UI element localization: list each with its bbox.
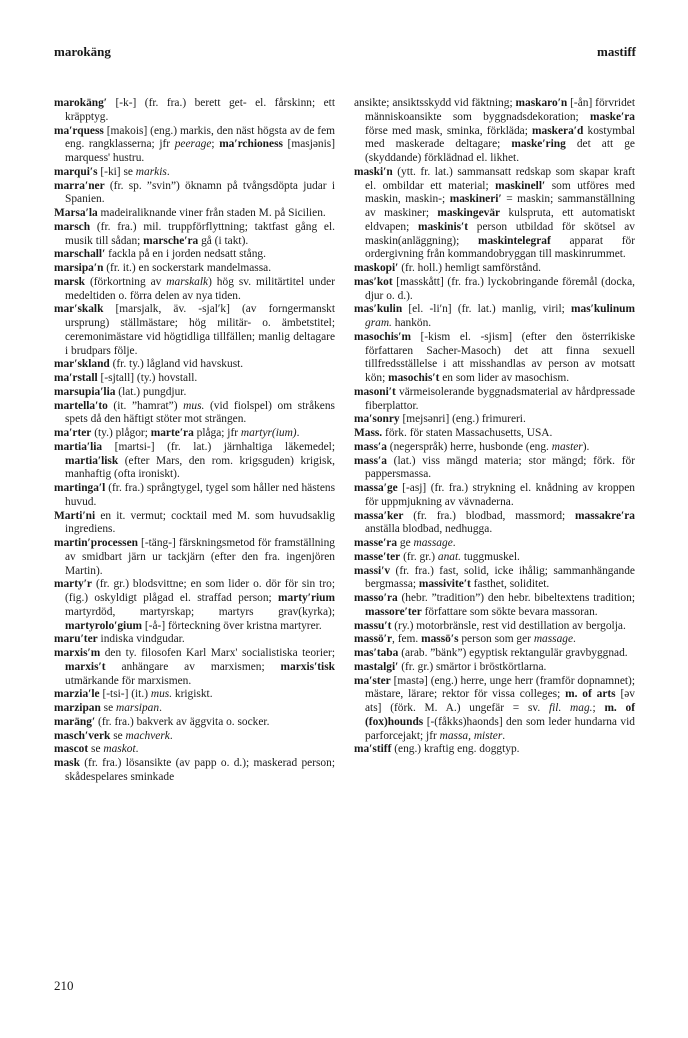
headword: marty′r <box>54 578 92 591</box>
headword: massö′r <box>354 633 393 646</box>
headword: masch′verk <box>54 729 111 742</box>
headword: marxis′t <box>65 660 106 673</box>
italic-term: massage <box>533 633 574 646</box>
left-column <box>54 97 335 785</box>
dictionary-entry: ma′rstall [-sjtall] (ty.) hovstall. <box>54 372 198 384</box>
dictionary-entry: maräng′ (fr. fra.) bakverk av äggvita o. socker. <box>54 715 270 728</box>
dictionary-entry: maskopi′ (fr. holl.) hemligt samförstånd. <box>354 262 542 274</box>
dictionary-entry: marzia′le [-tsi-] (it.) mus. krigiskt. <box>54 688 213 701</box>
headword: maräng′ <box>54 715 96 728</box>
headword: marqui′s <box>54 165 98 178</box>
right-column <box>354 97 635 757</box>
headword: marxis′tisk <box>280 660 335 673</box>
headword: marsch <box>54 220 91 233</box>
dictionary-entry: masochis′m [-kism el. -sjism] (efter den österrikiske författaren Sacher-Masoch) det att finna sexuell tillfredsställelse i att misshandlas av person av motsatt kön; masochis′t en som lider av masochism. <box>354 330 635 384</box>
dictionary-entry: martia′lia [martsi-] (fr. lat.) järnhaltiga läkemedel; martia′lisk (efter Mars, den rom. krigsguden) krigisk, manhaftig (ofta ironiskt). <box>54 440 335 481</box>
dictionary-entry: ma′rter (ty.) plågor; marte′ra plåga; jfr martyr(ium). <box>54 427 300 439</box>
headword: marsche′ra <box>143 234 199 247</box>
headword: mas′kulin <box>354 303 403 316</box>
headword: maske′ra <box>590 110 635 123</box>
italic-term: master <box>551 440 583 453</box>
dictionary-entry: marzipan se marsipan. <box>54 702 162 714</box>
headword: ma′rquess <box>54 124 104 137</box>
headword: martinga′l <box>54 482 106 494</box>
headword: ma′rstall <box>54 372 98 384</box>
headword: martella′to <box>54 399 108 412</box>
italic-term: machverk <box>125 729 170 742</box>
headword: marsupia′lia <box>54 385 116 398</box>
dictionary-entry: masch′verk se machverk. <box>54 729 173 742</box>
dictionary-entry: ansikte; ansiktsskydd vid fäktning; maskaro′n [-ån] förvridet människoansikte som byggnadsdekoration; maske′ra förse med mask, sminka, förkläda; maskera′d kostymbal med maskerade deltagare; maske′ring det att ge (skyddande) förklädnad el. likhet. <box>354 97 635 164</box>
dictionary-entry: marsipa′n (fr. it.) en sockerstark mandelmassa. <box>54 262 272 274</box>
italic-term: gram. <box>365 317 392 329</box>
headword: marxis′m <box>54 647 101 659</box>
italic-term: markis <box>135 165 167 178</box>
dictionary-entry: maru′ter indiska vindgudar. <box>54 633 185 646</box>
dictionary-entry: maski′n (ytt. fr. lat.) sammansatt redskap som skapar kraft el. ombildar ett material; maskinell′ som utföres med maskin, maskin-; maskineri′ = maskin; sammanställning av maskiner; maskingevär kulspruta, ett automatiskt eldvapen; maskinis′t person utbildad för skötsel av maskin(anläggning); maskintelegraf apparat för ordergivning från kommandobryggan till maskinrummet. <box>354 165 635 261</box>
dictionary-entry: masse′ter (fr. gr.) anat. tuggmuskel. <box>354 550 520 563</box>
headword: maskera′d <box>532 124 584 137</box>
dictionary-entry: ma′rquess [makois] (eng.) markis, den näst högsta av de fem eng. rangklasserna; jfr peerage; ma′rchioness [masjənis] marquess' hustru. <box>54 124 336 164</box>
italic-term: peerage <box>174 138 212 151</box>
italic-term: massage <box>413 537 453 549</box>
headword: ma′ster <box>354 674 391 687</box>
headword: maskintelegraf <box>478 234 551 247</box>
headword: massö′s <box>421 633 459 646</box>
running-head-left: marokäng <box>54 44 111 59</box>
headword: mas′kot <box>354 275 393 288</box>
headword: ma′stiff <box>354 743 392 756</box>
dictionary-entry: ma′sonry [mejsənri] (eng.) frimureri. <box>354 413 526 426</box>
dictionary-entry: mas′kot [masskått] (fr. fra.) lyckobringande föremål (docka, djur o. d.). <box>354 275 635 302</box>
headword: marokäng′ <box>54 97 107 109</box>
headword: martin′processen <box>54 537 138 549</box>
headword: mas′kulinum <box>571 303 635 316</box>
dictionary-entry: mass′a (negerspråk) herre, husbonde (eng. master). <box>354 440 590 453</box>
headword: m. of arts <box>565 688 616 701</box>
headword: marzia′le <box>54 688 100 701</box>
dictionary-entry: massu′t (ry.) motorbränsle, rest vid destillation av bergolja. <box>354 619 626 632</box>
headword: m. of (fox)hounds <box>365 702 636 728</box>
headword: ma′sonry <box>354 413 400 426</box>
headword: ma′rchioness <box>219 138 283 151</box>
headword: masse′ter <box>354 550 401 563</box>
dictionary-entry: marra′ner (fr. sp. ”svin”) öknamn på tvångsdöpta judar i Spanien. <box>54 179 335 206</box>
dictionary-entry: martin′processen [-täng-] färskningsmetod för framställning av smidbart järn ur tackjärn (efter den fra. ingenjören Martin). <box>54 537 335 577</box>
headword: masse′ra <box>354 537 398 549</box>
headword: masoni′t <box>354 385 396 398</box>
headword: maske′ring <box>511 138 566 151</box>
dictionary-entry: mastalgi′ (fr. gr.) smärtor i bröstkörtlarna. <box>354 660 547 673</box>
dictionary-entry: Marti′ni en it. vermut; cocktail med M. som huvudsaklig ingrediens. <box>54 509 335 536</box>
dictionary-entry: Marsa′la madeiraliknande viner från staden M. på Sicilien. <box>54 207 326 219</box>
headword: massu′t <box>354 619 392 632</box>
headword: marra′ner <box>54 179 105 192</box>
headword: massa′ge <box>354 482 398 494</box>
dictionary-entry: marokäng′ [-k-] (fr. fra.) berett get- el. fårskinn; ett kräpptyg. <box>54 97 335 123</box>
italic-term: anat. <box>437 550 461 563</box>
headword: mar′skland <box>54 358 110 371</box>
headword: maski′n <box>354 165 393 178</box>
headword: massi′v <box>354 564 391 577</box>
headword: massivite′t <box>418 578 471 591</box>
dictionary-entry: Mass. förk. för staten Massachusetts, USA. <box>354 427 553 439</box>
running-head-right: mastiff <box>597 44 636 59</box>
dictionary-entry: masso′ra (hebr. ”tradition”) den hebr. bibeltextens tradition; massore′ter författare som sökte bevara massoran. <box>354 592 635 618</box>
headword: martia′lia <box>54 440 103 453</box>
headword: masochis′t <box>388 372 440 384</box>
dictionary-entry: massi′v (fr. fra.) fast, solid, icke ihålig; sammanhängande bergmassa; massivite′t fasthet, soliditet. <box>354 564 635 591</box>
italic-term: marskalk <box>166 275 209 288</box>
dictionary-entry: mask (fr. fra.) lösansikte (av papp o. d.); maskerad person; skådespelares sminkade <box>54 757 335 783</box>
dictionary-entry: martella′to (it. ”hamrat”) mus. (vid fiolspel) om stråkens spets då den häftigt stöter mot strängen. <box>54 399 335 426</box>
headword: mas′taba <box>354 647 399 659</box>
headword: mascot <box>54 743 89 756</box>
headword: massakre′ra <box>575 509 635 522</box>
dictionary-entry: ma′ster [mastə] (eng.) herre, unge herr (framför dopnamnet); mästare, lärare; rektor för vissa colleges; m. of arts [əv ats] (förk. M. A.) ungefär = sv. fil. mag.; m. of (fox)hounds [-(fåkks)haonds] den som leder hundarna vid parforcejakt; jfr massa, mister. <box>354 674 636 742</box>
headword: maskingevär <box>437 207 501 219</box>
dictionary-entry: marsk (förkortning av marskalk) hög sv. militärtitel under medeltiden o. förra delen av nya tiden. <box>54 275 335 302</box>
dictionary-entry: massö′r, fem. massö′s person som ger massage. <box>354 633 576 646</box>
dictionary-entry: mas′taba (arab. ”bänk”) egyptisk rektangulär gravbyggnad. <box>354 647 628 659</box>
dictionary-entry: massa′ker (fr. fra.) blodbad, massmord; massakre′ra anställa blodbad, nedhugga. <box>354 509 635 536</box>
headword: marsk <box>54 275 86 288</box>
dictionary-entry: mar′skalk [marsjalk, äv. -sjal′k] (av forngermanskt ursprung) ställmästare; hög militär- o. ämbetstitel; ceremonimästare vid högtidliga tillfällen; manlig deltagare i brudpars följe. <box>54 303 335 357</box>
headword: Marti′ni <box>54 509 96 522</box>
headword: masochis′m <box>354 330 411 343</box>
headword: ma′rter <box>54 427 92 439</box>
headword: massa′ker <box>354 509 404 522</box>
headword: mass′a <box>354 454 387 467</box>
headword: martyrolo′gium <box>65 619 143 632</box>
dictionary-entry: marsch (fr. fra.) mil. truppförflyttning; taktfast gång el. musik till sådan; marsche′ra gå (i takt). <box>54 220 335 247</box>
italic-term: mus. <box>183 399 205 412</box>
dictionary-entry: marsupia′lia (lat.) pungdjur. <box>54 385 187 398</box>
headword: masso′ra <box>354 592 398 604</box>
headword: marsipa′n <box>54 262 104 274</box>
headword: marte′ra <box>150 427 194 439</box>
dictionary-entry: mas′kulin [el. -li′n] (fr. lat.) manlig, viril; mas′kulinum gram. hankön. <box>354 303 635 329</box>
dictionary-entry: marty′r (fr. gr.) blodsvittne; en som lider o. dör för sin tro; (fig.) oskyldigt plågad el. straffad person; marty′rium martyrdöd, martyrskap; martyrs grav(kyrka); martyrolo′gium [-å-] förteckning över kristna martyrer. <box>54 578 335 632</box>
dictionary-entry: mar′skland (fr. ty.) lågland vid havskust. <box>54 358 244 371</box>
dictionary-entry: marxis′m den ty. filosofen Karl Marx' socialistiska teorier; marxis′t anhängare av marxismen; marxis′tisk utmärkande för marxismen. <box>54 647 335 687</box>
dictionary-entry: masse′ra ge massage. <box>354 537 456 549</box>
headword: mar′skalk <box>54 303 104 316</box>
dictionary-entry: ma′stiff (eng.) kraftig eng. doggtyp. <box>354 743 520 756</box>
page-number: 210 <box>54 978 74 993</box>
dictionary-entry: masoni′t värmeisolerande byggnadsmaterial av hårdpressade fiberplattor. <box>354 385 635 412</box>
dictionary-entry: marqui′s [-ki] se markis. <box>54 165 170 178</box>
dictionary-entry: mascot se maskot. <box>54 743 139 756</box>
italic-term: mus. <box>150 688 173 701</box>
italic-term: maskot <box>103 743 136 756</box>
headword: Marsa′la <box>54 207 98 219</box>
headword: maru′ter <box>54 633 98 646</box>
italic-term: fil. mag. <box>548 702 593 714</box>
headword: maskaro′n <box>515 97 568 109</box>
dictionary-entry: mass′a (lat.) viss mängd materia; stor mängd; förk. för pappersmassa. <box>354 454 635 481</box>
headword: mask <box>54 757 80 769</box>
italic-term: martyr(ium) <box>240 427 297 439</box>
headword: maskopi′ <box>354 262 399 274</box>
headword: Mass. <box>354 427 383 439</box>
dictionary-entry: massa′ge [-asj] (fr. fra.) strykning el. knådning av kroppen för uppmjukning av vävnaderna. <box>354 482 635 508</box>
headword: marzipan <box>54 702 101 714</box>
headword: massore′ter <box>365 605 422 618</box>
italic-term: marsipan <box>116 702 160 714</box>
headword: maskinis′t <box>418 220 469 233</box>
dictionary-entry: marschall′ fackla på en i jorden nedsatt stång. <box>54 248 266 261</box>
headword: mass′a <box>354 440 387 453</box>
headword: martia′lisk <box>65 454 119 467</box>
headword: marschall′ <box>54 248 106 261</box>
headword: marty′rium <box>278 592 335 604</box>
italic-term: massa, mister <box>439 729 503 742</box>
dictionary-entry: martinga′l (fr. fra.) språngtygel, tygel som håller ned hästens huvud. <box>54 482 335 508</box>
headword: maskinell′ <box>495 179 546 192</box>
headword: maskineri′ <box>449 193 502 206</box>
headword: mastalgi′ <box>354 660 399 673</box>
